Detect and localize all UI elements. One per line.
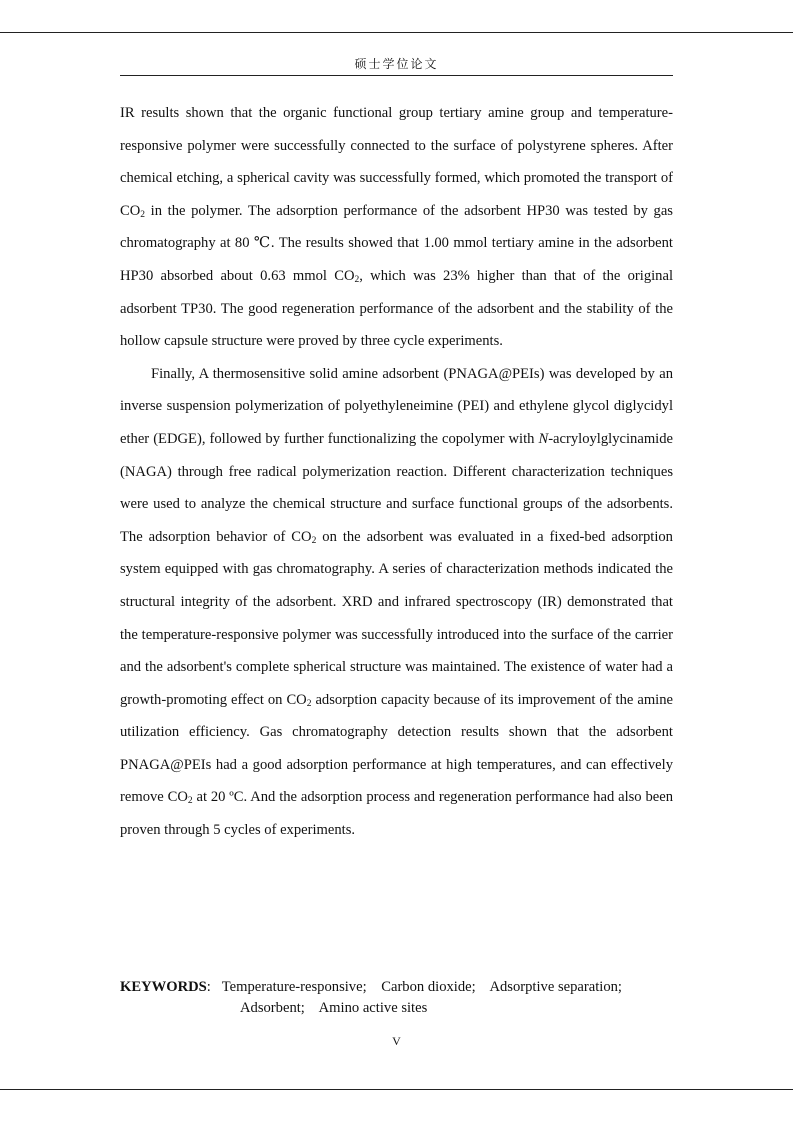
keywords-list-1: Temperature-responsive; Carbon dioxide; Adsorptive separation; (221, 979, 622, 995)
subscript-digit: 2 (140, 209, 146, 220)
keywords-block (120, 977, 680, 1019)
subscript-digit: 2 (311, 535, 317, 546)
keywords-line-2 (120, 998, 680, 1019)
text-segment: -acryloylglycinamide (NAGA) through free radical polymerization reaction. Different characterization techniques were used to analyze the chemical structure and surface functional groups of the adsorbents. The adsorption behavior of CO (120, 430, 673, 545)
page-top-rule (0, 32, 793, 33)
text-segment: at 20 ºC. And the adsorption process and regeneration performance had also been proven through 5 cycles of experiments. (120, 789, 673, 839)
text-segment: on the adsorbent was evaluated in a fixed-bed adsorption system equipped with gas chromatography. A series of characterization methods indicated the structural integrity of the adsorbent. XRD and infrared spectroscopy (IR) demonstrated that the temperature-responsive polymer was successfully introduced into the surface of the carrier and the adsorbent's complete spherical structure was maintained. The existence of water had a growth-promoting effect on CO (120, 528, 673, 708)
text-segment: , which was 23% higher than that of the original adsorbent TP30. The good regeneration performance of the adsorbent and the stability of the hollow capsule structure were proved by three cycle experiments. (120, 267, 674, 350)
keywords-list-2: Adsorbent; Amino active sites (240, 1000, 428, 1016)
page-bottom-rule (0, 1089, 793, 1090)
paragraph-1 (120, 97, 673, 358)
italic-n: N (538, 430, 549, 447)
text-segment: adsorption capacity because of its improvement of the amine utilization efficiency. Gas chromatography detection results shown that the adsorbent PNAGA@PEIs had a good adsorption performance at high temperatures, and can effectively remove CO (120, 691, 673, 806)
page-number: V (392, 1034, 401, 1048)
subscript-digit: 2 (354, 274, 360, 285)
paragraph-2 (120, 358, 673, 847)
abstract-body (120, 97, 673, 847)
text-segment: in the polymer. The adsorption performance of the adsorbent HP30 was tested by gas chromatography at 80 ℃. The results showed that 1.00 mmol tertiary amine in the adsorbent HP30 absorbed about 0.63 mmol CO (120, 202, 673, 284)
keywords-line-1 (120, 977, 680, 998)
header-rule (120, 75, 673, 76)
keywords-label: KEYWORDS (120, 979, 207, 995)
subscript-digit: 2 (306, 698, 312, 709)
keywords-colon: : (206, 979, 211, 995)
subscript-digit: 2 (187, 796, 193, 807)
running-header: 硕士学位论文 (354, 57, 439, 71)
text-segment: IR results shown that the organic functional group tertiary amine group and temperature-responsive polymer were successfully connected to the surface of polystyrene spheres. After chemical etching, a spherical cavity was successfully formed, which promoted the transport of CO (120, 105, 673, 219)
text-segment: Finally, A thermosensitive solid amine adsorbent (PNAGA@PEIs) was developed by an inverse suspension polymerization of polyethyleneimine (PEI) and ethylene glycol diglycidyl ether (EDGE), followed by further functionalizing the copolymer with (120, 365, 673, 447)
